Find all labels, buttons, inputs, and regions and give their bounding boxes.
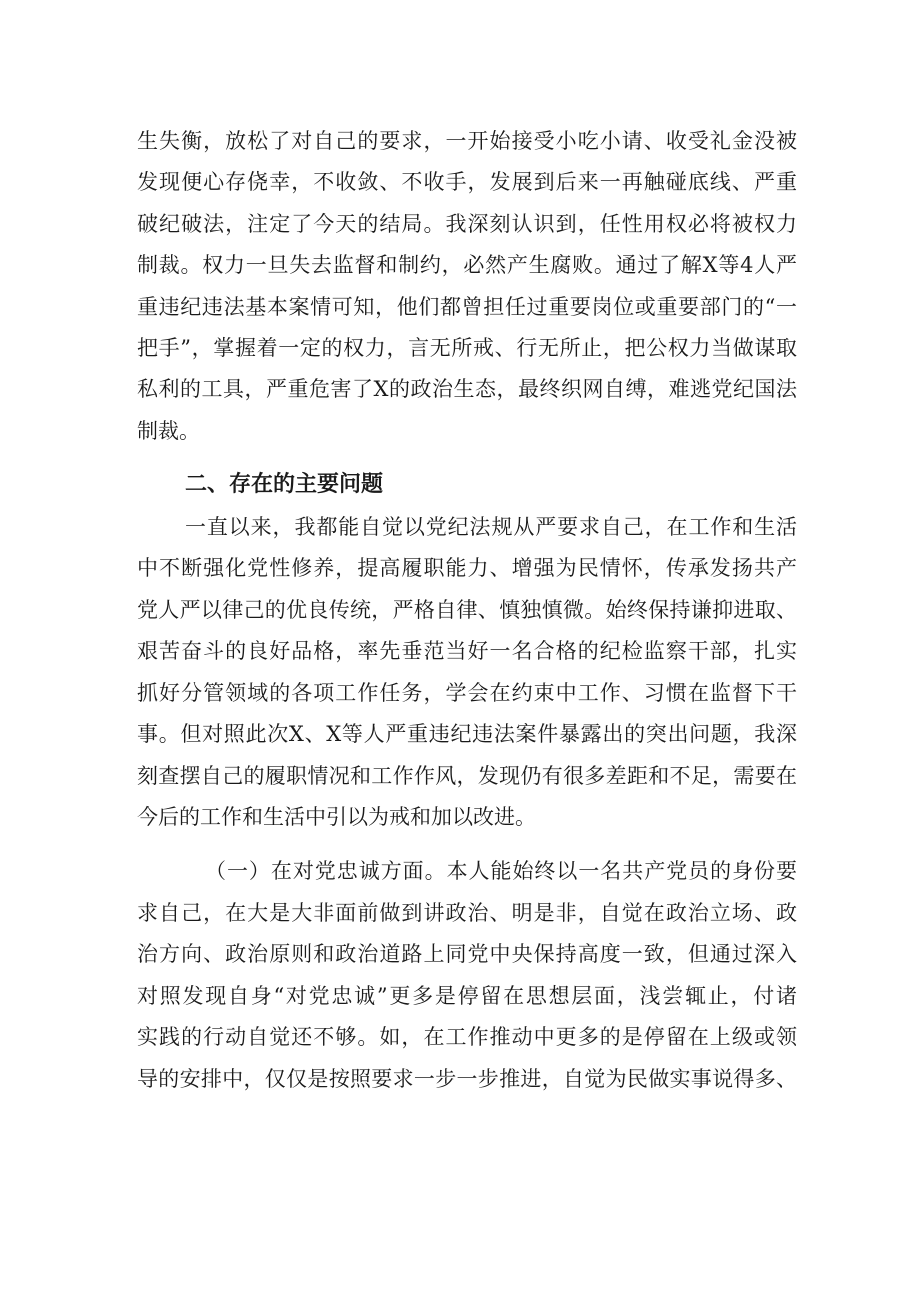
paragraph-3-line-4: 对照发现自身“对党忠诚”更多是停留在思想层面，浅尝辄止，付诸 [137,984,797,1008]
paragraph-3-line-3: 治方向、政治原则和政治道路上同党中央保持高度一致，但通过深入 [137,942,797,966]
section-heading: 二、存在的主要问题 [185,472,384,497]
paragraph-1-line-5: 重违纪违法基本案情可知，他们都曾担任过重要岗位或重要部门的“一 [137,295,797,319]
paragraph-1-line-8: 制裁。 [137,419,200,443]
paragraph-1-line-1: 生失衡，放松了对自己的要求，一开始接受小吃小请、收受礼金没被 [137,129,797,153]
paragraph-3-line-2: 求自己，在大是大非面前做到讲政治、明是非，自觉在政治立场、政 [137,901,797,925]
paragraph-3-line-1: （一）在对党忠诚方面。本人能始终以一名共产党员的身份要 [205,859,797,883]
paragraph-3-line-6: 导的安排中，仅仅是按照要求一步一步推进，自觉为民做实事说得多、 [137,1067,797,1091]
paragraph-1-line-4: 制裁。权力一旦失去监督和制约，必然产生腐败。通过了解X等4人严 [137,253,797,277]
paragraph-2-line-5: 抓好分管领域的各项工作任务，学会在约束中工作、习惯在监督下干 [137,681,797,705]
paragraph-2-line-6: 事。但对照此次X、X等人严重违纪违法案件暴露出的突出问题，我深 [137,722,797,746]
paragraph-2-line-8: 今后的工作和生活中引以为戒和加以改进。 [137,805,536,829]
paragraph-3-line-5: 实践的行动自觉还不够。如，在工作推动中更多的是停留在上级或领 [137,1025,797,1049]
paragraph-1-line-3: 破纪破法，注定了今天的结局。我深刻认识到，任性用权必将被权力 [137,212,797,236]
paragraph-2-line-1: 一直以来，我都能自觉以党纪法规从严要求自己，在工作和生活 [185,515,797,539]
paragraph-2-line-2: 中不断强化党性修养，提高履职能力、增强为民情怀，传承发扬共产 [137,556,797,580]
paragraph-2-line-7: 刻查摆自己的履职情况和工作作风，发现仍有很多差距和不足，需要在 [137,764,797,788]
paragraph-1-line-7: 私利的工具，严重危害了X的政治生态，最终织网自缚，难逃党纪国法 [137,377,797,401]
paragraph-1-line-2: 发现便心存侥幸，不收敛、不收手，发展到后来一再触碰底线、严重 [137,170,797,194]
paragraph-1-line-6: 把手”，掌握着一定的权力，言无所戒、行无所止，把公权力当做谋取 [137,336,797,360]
paragraph-2-line-4: 艰苦奋斗的良好品格，率先垂范当好一名合格的纪检监察干部，扎实 [137,639,797,663]
paragraph-2-line-3: 党人严以律己的优良传统，严格自律、慎独慎微。始终保持谦抑进取、 [137,598,797,622]
